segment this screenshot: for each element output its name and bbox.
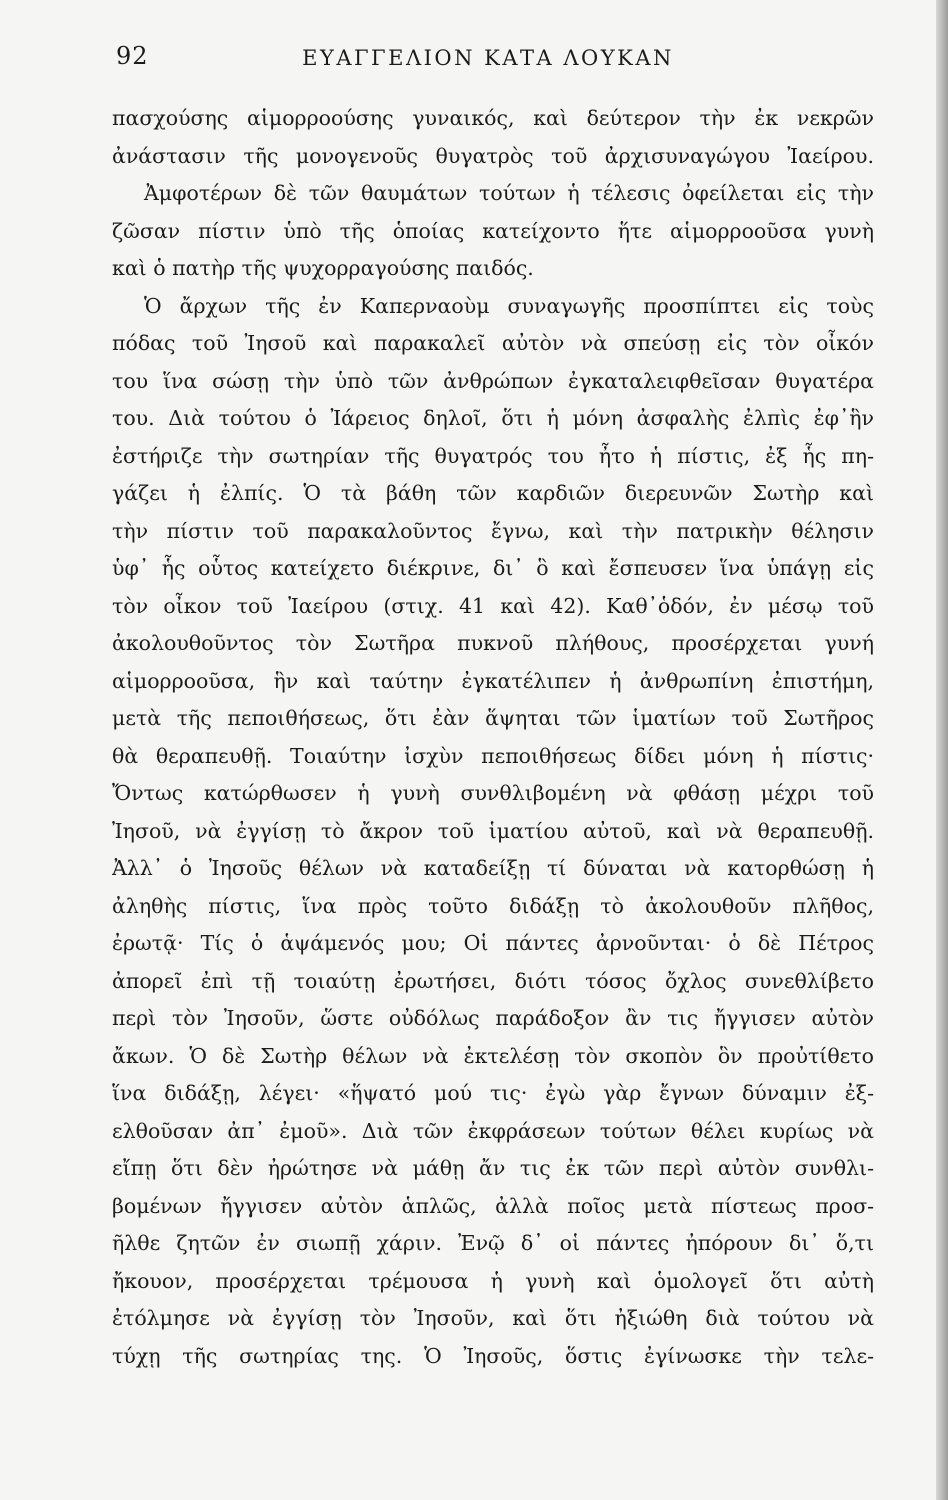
text-line: ἀκολουθοῦντος τὸν Σωτῆρα πυκνοῦ πλήθους, προσέρχεται γυνή (112, 631, 874, 655)
text-line: ἀνάστασιν τῆς μονογενοῦς θυγατρὸς τοῦ ἀρχισυναγώγου Ἰαείρου. (112, 143, 874, 168)
page-number: 92 (116, 42, 149, 70)
text-line: βομένων ἤγγισεν αὐτὸν ἁπλῶς, ἀλλὰ ποῖος μετὰ πίστεως προσ- (112, 1193, 874, 1218)
text-line: Ὄντως κατώρθωσεν ἡ γυνὴ συνθλιβομένη νὰ φθάσῃ μέχρι τοῦ (112, 781, 874, 805)
text-line: του. Διὰ τούτου ὁ Ἰάρειος δηλοῖ, ὅτι ἡ μόνη ἀσφαλὴς ἐλπὶς ἐφ᾽ἣν (112, 406, 874, 430)
text-line: ἤκουον, προσέρχεται τρέμουσα ἡ γυνὴ καὶ ὁμολογεῖ ὅτι αὐτὴ (112, 1268, 874, 1293)
text-line: Ἀμφοτέρων δὲ τῶν θαυμάτων τούτων ἡ τέλεσις ὀφείλεται εἰς τὴν (144, 181, 874, 205)
text-line: γάζει ἡ ἐλπίς. Ὁ τὰ βάθη τῶν καρδιῶν διερευνῶν Σωτὴρ καὶ (112, 481, 874, 505)
page-header (98, 42, 878, 82)
running-title: ΕΥΑΓΓΕΛΙΟΝ ΚΑΤΑ ΛΟΥΚΑΝ (302, 46, 674, 70)
text-line: ἐρωτᾷ· Τίς ὁ ἁψάμενός μου; Οἱ πάντες ἀρνοῦνται· ὁ δὲ Πέτρος (112, 931, 874, 955)
text-line: εἴπῃ ὅτι δὲν ἠρώτησε νὰ μάθῃ ἄν τις ἐκ τῶν περὶ αὐτὸν συνθλι- (112, 1156, 874, 1180)
text-line: μετὰ τῆς πεποιθήσεως, ὅτι ἐὰν ἅψηται τῶν ἱματίων τοῦ Σωτῆρος (112, 706, 874, 730)
text-line: ἐτόλμησε νὰ ἐγγίσῃ τὸν Ἰησοῦν, καὶ ὅτι ἠξιώθη διὰ τούτου νὰ (112, 1306, 874, 1330)
text-line: Ἀλλ᾽ ὁ Ἰησοῦς θέλων νὰ καταδείξῃ τί δύναται νὰ κατορθώσῃ ἡ (112, 856, 874, 880)
text-line: του ἵνα σώσῃ τὴν ὑπὸ τῶν ἀνθρώπων ἐγκαταλειφθεῖσαν θυγατέρα (112, 368, 874, 393)
page-edge-shadow (936, 0, 948, 1500)
text-line: ἀπορεῖ ἐπὶ τῇ τοιαύτῃ ἐρωτήσει, διότι τόσος ὄχλος συνεθλίβετο (112, 968, 874, 993)
text-line: αἱμορροοῦσα, ἣν καὶ ταύτην ἐγκατέλιπεν ἡ ἀνθρωπίνη ἐπιστήμη, (112, 668, 874, 693)
text-line: πόδας τοῦ Ἰησοῦ καὶ παρακαλεῖ αὐτὸν νὰ σπεύσῃ εἰς τὸν οἶκόν (112, 331, 874, 355)
text-line: Ἰησοῦ, νὰ ἐγγίσῃ τὸ ἄκρον τοῦ ἱματίου αὐτοῦ, καὶ νὰ θεραπευθῇ. (112, 818, 874, 843)
text-line: ἄκων. Ὁ δὲ Σωτὴρ θέλων νὰ ἐκτελέσῃ τὸν σκοπὸν ὃν προὐτίθετο (112, 1043, 874, 1068)
text-line: ἀληθὴς πίστις, ἵνα πρὸς τοῦτο διδάξῃ τὸ ἀκολουθοῦν πλῆθος, (112, 893, 874, 918)
text-line: καὶ ὁ πατὴρ τῆς ψυχορραγούσης παιδός. (112, 256, 534, 280)
text-line: τύχῃ τῆς σωτηρίας της. Ὁ Ἰησοῦς, ὅστις ἐγίνωσκε τὴν τελε- (112, 1343, 874, 1368)
text-line: τὸν οἶκον τοῦ Ἰαείρου (στιχ. 41 καὶ 42). Καθ᾽ὁδόν, ἐν μέσῳ τοῦ (112, 593, 874, 618)
text-line: ὑφ᾽ ἧς οὗτος κατείχετο διέκρινε, δι᾽ ὃ καὶ ἔσπευσεν ἵνα ὑπάγῃ εἰς (112, 556, 874, 580)
text-line: Ὁ ἄρχων τῆς ἐν Καπερναοὺμ συναγωγῆς προσπίπτει εἰς τοὺς (144, 293, 874, 318)
text-line: περὶ τὸν Ἰησοῦν, ὥστε οὐδόλως παράδοξον ἂν τις ἤγγισεν αὐτὸν (112, 1006, 874, 1030)
text-line: ελθοῦσαν ἀπ᾽ ἐμοῦ». Διὰ τῶν ἐκφράσεων τούτων θέλει κυρίως νὰ (112, 1118, 874, 1143)
text-line: ἵνα διδάξῃ, λέγει· «ἥψατό μού τις· ἐγὼ γὰρ ἔγνων δύναμιν ἐξ- (112, 1081, 874, 1105)
text-line: τὴν πίστιν τοῦ παρακαλοῦντος ἔγνω, καὶ τὴν πατρικὴν θέλησιν (112, 518, 874, 543)
text-line: πασχούσης αἱμορροούσης γυναικός, καὶ δεύτερον τὴν ἐκ νεκρῶν (112, 106, 874, 130)
text-line: ῆλθε ζητῶν ἐν σιωπῇ χάριν. Ἐνῷ δ᾽ οἱ πάντες ἠπόρουν δι᾽ ὅ,τι (112, 1231, 874, 1255)
text-line: θὰ θεραπευθῇ. Τοιαύτην ἰσχὺν πεποιθήσεως δίδει μόνη ἡ πίστις· (112, 743, 874, 768)
body-text (112, 100, 874, 1375)
text-line: ἐστήριζε τὴν σωτηρίαν τῆς θυγατρός του ἦτο ἡ πίστις, ἐξ ἧς πη- (112, 443, 874, 468)
text-line: ζῶσαν πίστιν ὑπὸ τῆς ὁποίας κατείχοντο ἥτε αἱμορροοῦσα γυνὴ (112, 218, 874, 243)
